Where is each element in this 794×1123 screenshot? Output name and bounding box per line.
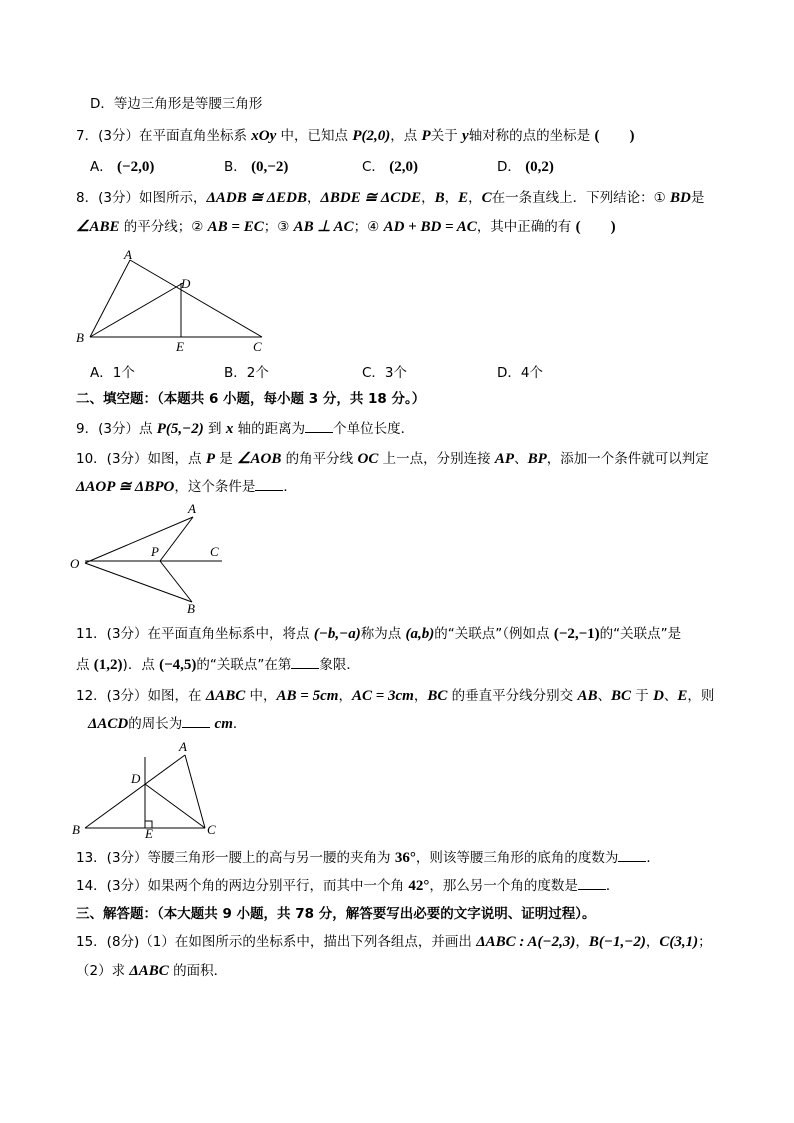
text-segment: ，这个条件是	[174, 479, 256, 495]
q8-option-b	[224, 364, 269, 382]
text-segment: 在一条直线上．下列结论：①	[491, 190, 671, 206]
text-segment: ，	[421, 190, 435, 206]
text-segment: ，	[468, 190, 482, 206]
text-segment: 7．(3分）在平面直角坐标系	[76, 128, 252, 144]
text-segment: 点	[76, 657, 94, 673]
math-expression: ( )	[594, 128, 635, 144]
text-segment: 、	[514, 451, 528, 467]
q10-label-a: A	[188, 501, 196, 516]
q12-label-c: C	[207, 822, 216, 837]
math-expression: BP	[527, 451, 547, 467]
q8-label-c: C	[253, 339, 262, 354]
q12-label-b: B	[72, 822, 80, 837]
question-15-line1	[76, 933, 712, 951]
math-expression: AB = 5cm	[276, 688, 339, 704]
math-expression: ΔABC	[205, 688, 246, 704]
q8-option-c	[362, 364, 407, 382]
q10-label-p: P	[151, 544, 159, 559]
text-segment: ，	[575, 934, 589, 950]
text-segment: 于	[630, 688, 654, 704]
math-expression: ΔAOP ≅ ΔBPO	[76, 479, 175, 495]
math-expression: B(−1,−2)	[588, 934, 646, 950]
text-segment: ；③	[263, 219, 294, 235]
math-expression: C	[481, 190, 492, 206]
math-expression: P(5,−2)	[156, 421, 204, 437]
math-expression: (−2,0)	[117, 159, 155, 175]
math-expression: 36°	[394, 850, 416, 866]
q12-label-a: A	[179, 739, 187, 754]
text-segment: D．4个	[497, 365, 543, 381]
text-segment: A．	[90, 159, 118, 175]
text-segment: 二、填空题：（本题共 6 小题，每小题 3 分，共 18 分。）	[76, 391, 426, 407]
text-segment: ；④	[353, 219, 384, 235]
math-expression: ∠AOB	[237, 451, 282, 467]
math-expression: AB	[577, 688, 598, 704]
text-segment: 三、解答题：（本大题共 9 小题，共 78 分，解答要写出必要的文字说明、证明过程）。	[76, 906, 596, 922]
math-expression: (0,−2)	[251, 159, 289, 175]
q8-option-d	[497, 364, 543, 382]
q8-label-a: A	[124, 247, 132, 262]
math-expression: ΔBDE ≅ ΔCDE	[320, 190, 422, 206]
text-segment: 的周长为	[128, 716, 183, 732]
text-segment: B．2个	[224, 365, 269, 381]
math-expression: OC	[357, 451, 379, 467]
text-segment: ，则	[687, 688, 715, 704]
answer-blank	[305, 420, 333, 433]
math-expression: ΔABC	[129, 963, 169, 979]
text-segment: 的“关联点”在第	[196, 657, 292, 673]
math-expression: BC	[427, 688, 448, 704]
math-expression: (a,b)	[405, 626, 435, 642]
question-10-line1	[76, 450, 709, 468]
text-segment: 是	[215, 451, 238, 467]
q12-figure	[85, 755, 205, 828]
text-segment: ；	[698, 934, 712, 950]
text-segment: 11．(3分）在平面直角坐标系中，将点	[76, 626, 314, 642]
text-segment: 关于	[430, 128, 463, 144]
text-segment: 中，已知点	[276, 128, 353, 144]
text-segment: ，	[645, 934, 660, 950]
text-segment: ，	[338, 688, 352, 704]
text-segment: 13．(3分）等腰三角形一腰上的高与另一腰的夹角为	[76, 850, 395, 866]
text-segment: 、	[597, 688, 611, 704]
question-13	[76, 849, 660, 867]
text-segment: 15．(8分)（1）在如图所示的坐标系中，描出下列各组点，并画出	[76, 934, 477, 950]
text-segment: B．	[224, 159, 252, 175]
math-expression: (2,0)	[389, 159, 418, 175]
math-expression: P	[421, 128, 431, 144]
text-segment: 10．(3分）如图，点	[76, 451, 206, 467]
text-segment: 个单位长度．	[333, 421, 415, 437]
text-segment: C．3个	[362, 365, 408, 381]
math-expression: ∠ABE	[76, 219, 120, 235]
text-segment: ，点	[390, 128, 422, 144]
text-segment: 的“关联点”是	[599, 626, 682, 642]
math-expression: P	[205, 451, 215, 467]
text-segment: 14．(3分）如果两个角的两边分别平行，而其中一个角	[76, 878, 409, 894]
text-segment: ，添加一个条件就可以判定	[546, 451, 709, 467]
math-expression: B	[434, 190, 445, 206]
math-expression: D	[653, 688, 664, 704]
question-12-line1	[76, 687, 714, 705]
text-segment: （2）求	[76, 963, 130, 979]
math-expression: E	[458, 190, 469, 206]
question-14	[76, 877, 619, 895]
text-segment: 中，	[245, 688, 277, 704]
math-expression: xOy	[251, 128, 277, 144]
text-segment: ．	[646, 850, 660, 866]
text-segment: 轴对称的点的坐标是	[468, 128, 595, 144]
q10-label-b: B	[187, 601, 195, 616]
text-segment: 轴的距离为	[233, 421, 306, 437]
math-expression: (0,2)	[525, 159, 554, 175]
math-expression: (−b,−a)	[313, 626, 361, 642]
text-segment: 、	[663, 688, 678, 704]
math-expression: BC	[610, 688, 631, 704]
math-expression: AC = 3cm	[351, 688, 414, 704]
math-expression: ΔADB ≅ ΔEDB	[206, 190, 308, 206]
question-12-line2	[88, 715, 246, 733]
math-expression: AP	[494, 451, 515, 467]
answer-blank	[618, 849, 646, 862]
math-expression: C(3,1)	[659, 934, 699, 950]
math-expression: P(2,0)	[352, 128, 391, 144]
math-expression: (−4,5)	[159, 657, 197, 673]
math-expression: AD + BD = AC	[383, 219, 477, 235]
text-segment: ．	[605, 878, 620, 894]
text-segment: ，	[444, 190, 459, 206]
q8-label-d: D	[181, 276, 191, 291]
text-segment: 的“关联点”（例如点	[434, 626, 554, 642]
section-3-heading	[76, 905, 595, 923]
text-segment: ．	[283, 479, 297, 495]
text-segment: C．	[362, 159, 390, 175]
text-segment: 12．(3分）如图，在	[76, 688, 206, 704]
text-segment: 的垂直平分线分别交	[447, 688, 578, 704]
math-expression: x	[225, 421, 234, 437]
text-segment: ，其中正确的有	[476, 219, 576, 235]
math-expression: AB ⊥ AC	[293, 219, 354, 235]
text-segment: 称为点	[360, 626, 406, 642]
math-expression: ΔABC : A(−2,3)	[476, 934, 576, 950]
text-segment: ，那么另一个角的度数是	[429, 878, 578, 894]
answer-blank	[182, 715, 210, 728]
text-segment: 的平分线；②	[119, 219, 208, 235]
text-segment: D．	[497, 159, 526, 175]
q12-label-d: D	[131, 771, 141, 786]
q10-figure	[85, 517, 222, 602]
answer-blank	[291, 656, 319, 669]
q8-option-a	[90, 364, 135, 382]
math-expression: AB = EC	[207, 219, 264, 235]
q12-label-e: E	[145, 826, 153, 841]
q8-label-b: B	[76, 330, 84, 345]
answer-blank	[578, 877, 606, 890]
math-expression: 42°	[408, 878, 430, 894]
question-15-line2	[76, 962, 227, 980]
math-expression: BD	[670, 190, 691, 206]
text-segment: A．1个	[90, 365, 135, 381]
text-segment: ，	[307, 190, 321, 206]
text-segment: ，	[413, 688, 428, 704]
text-segment: 象限．	[319, 657, 360, 673]
text-segment: 9．(3分）点	[76, 421, 157, 437]
q8-label-e: E	[176, 339, 184, 354]
text-segment: 8．(3分）如图所示，	[76, 190, 207, 206]
text-segment: 上一点，分别连接	[378, 451, 495, 467]
text-segment: ，则该等腰三角形的底角的度数为	[415, 850, 619, 866]
math-expression: ΔACD	[88, 716, 129, 732]
question-10-line2	[76, 478, 297, 496]
text-segment: 是	[690, 190, 705, 206]
math-expression: E	[677, 688, 688, 704]
math-expression: cm	[214, 716, 233, 732]
answer-blank	[255, 478, 283, 491]
text-segment: )．点	[122, 657, 160, 673]
q8-figure	[90, 260, 262, 337]
text-segment: 到	[203, 421, 226, 437]
text-segment: 的面积．	[168, 963, 228, 979]
math-expression: (−2,−1)	[553, 626, 600, 642]
question-9	[76, 420, 414, 438]
text-segment: ．	[232, 716, 247, 732]
text-segment: D．等边三角形是等腰三角形	[90, 96, 263, 112]
question-11-line1	[76, 625, 681, 643]
math-expression: y	[462, 128, 469, 144]
q10-label-o: O	[70, 556, 80, 571]
text-segment: 的角平分线	[281, 451, 358, 467]
section-2-heading	[76, 390, 425, 408]
q10-label-c: C	[210, 544, 219, 559]
math-expression: (1,2)	[93, 657, 123, 673]
math-expression: ( )	[575, 219, 616, 235]
question-11-line2	[76, 656, 360, 674]
